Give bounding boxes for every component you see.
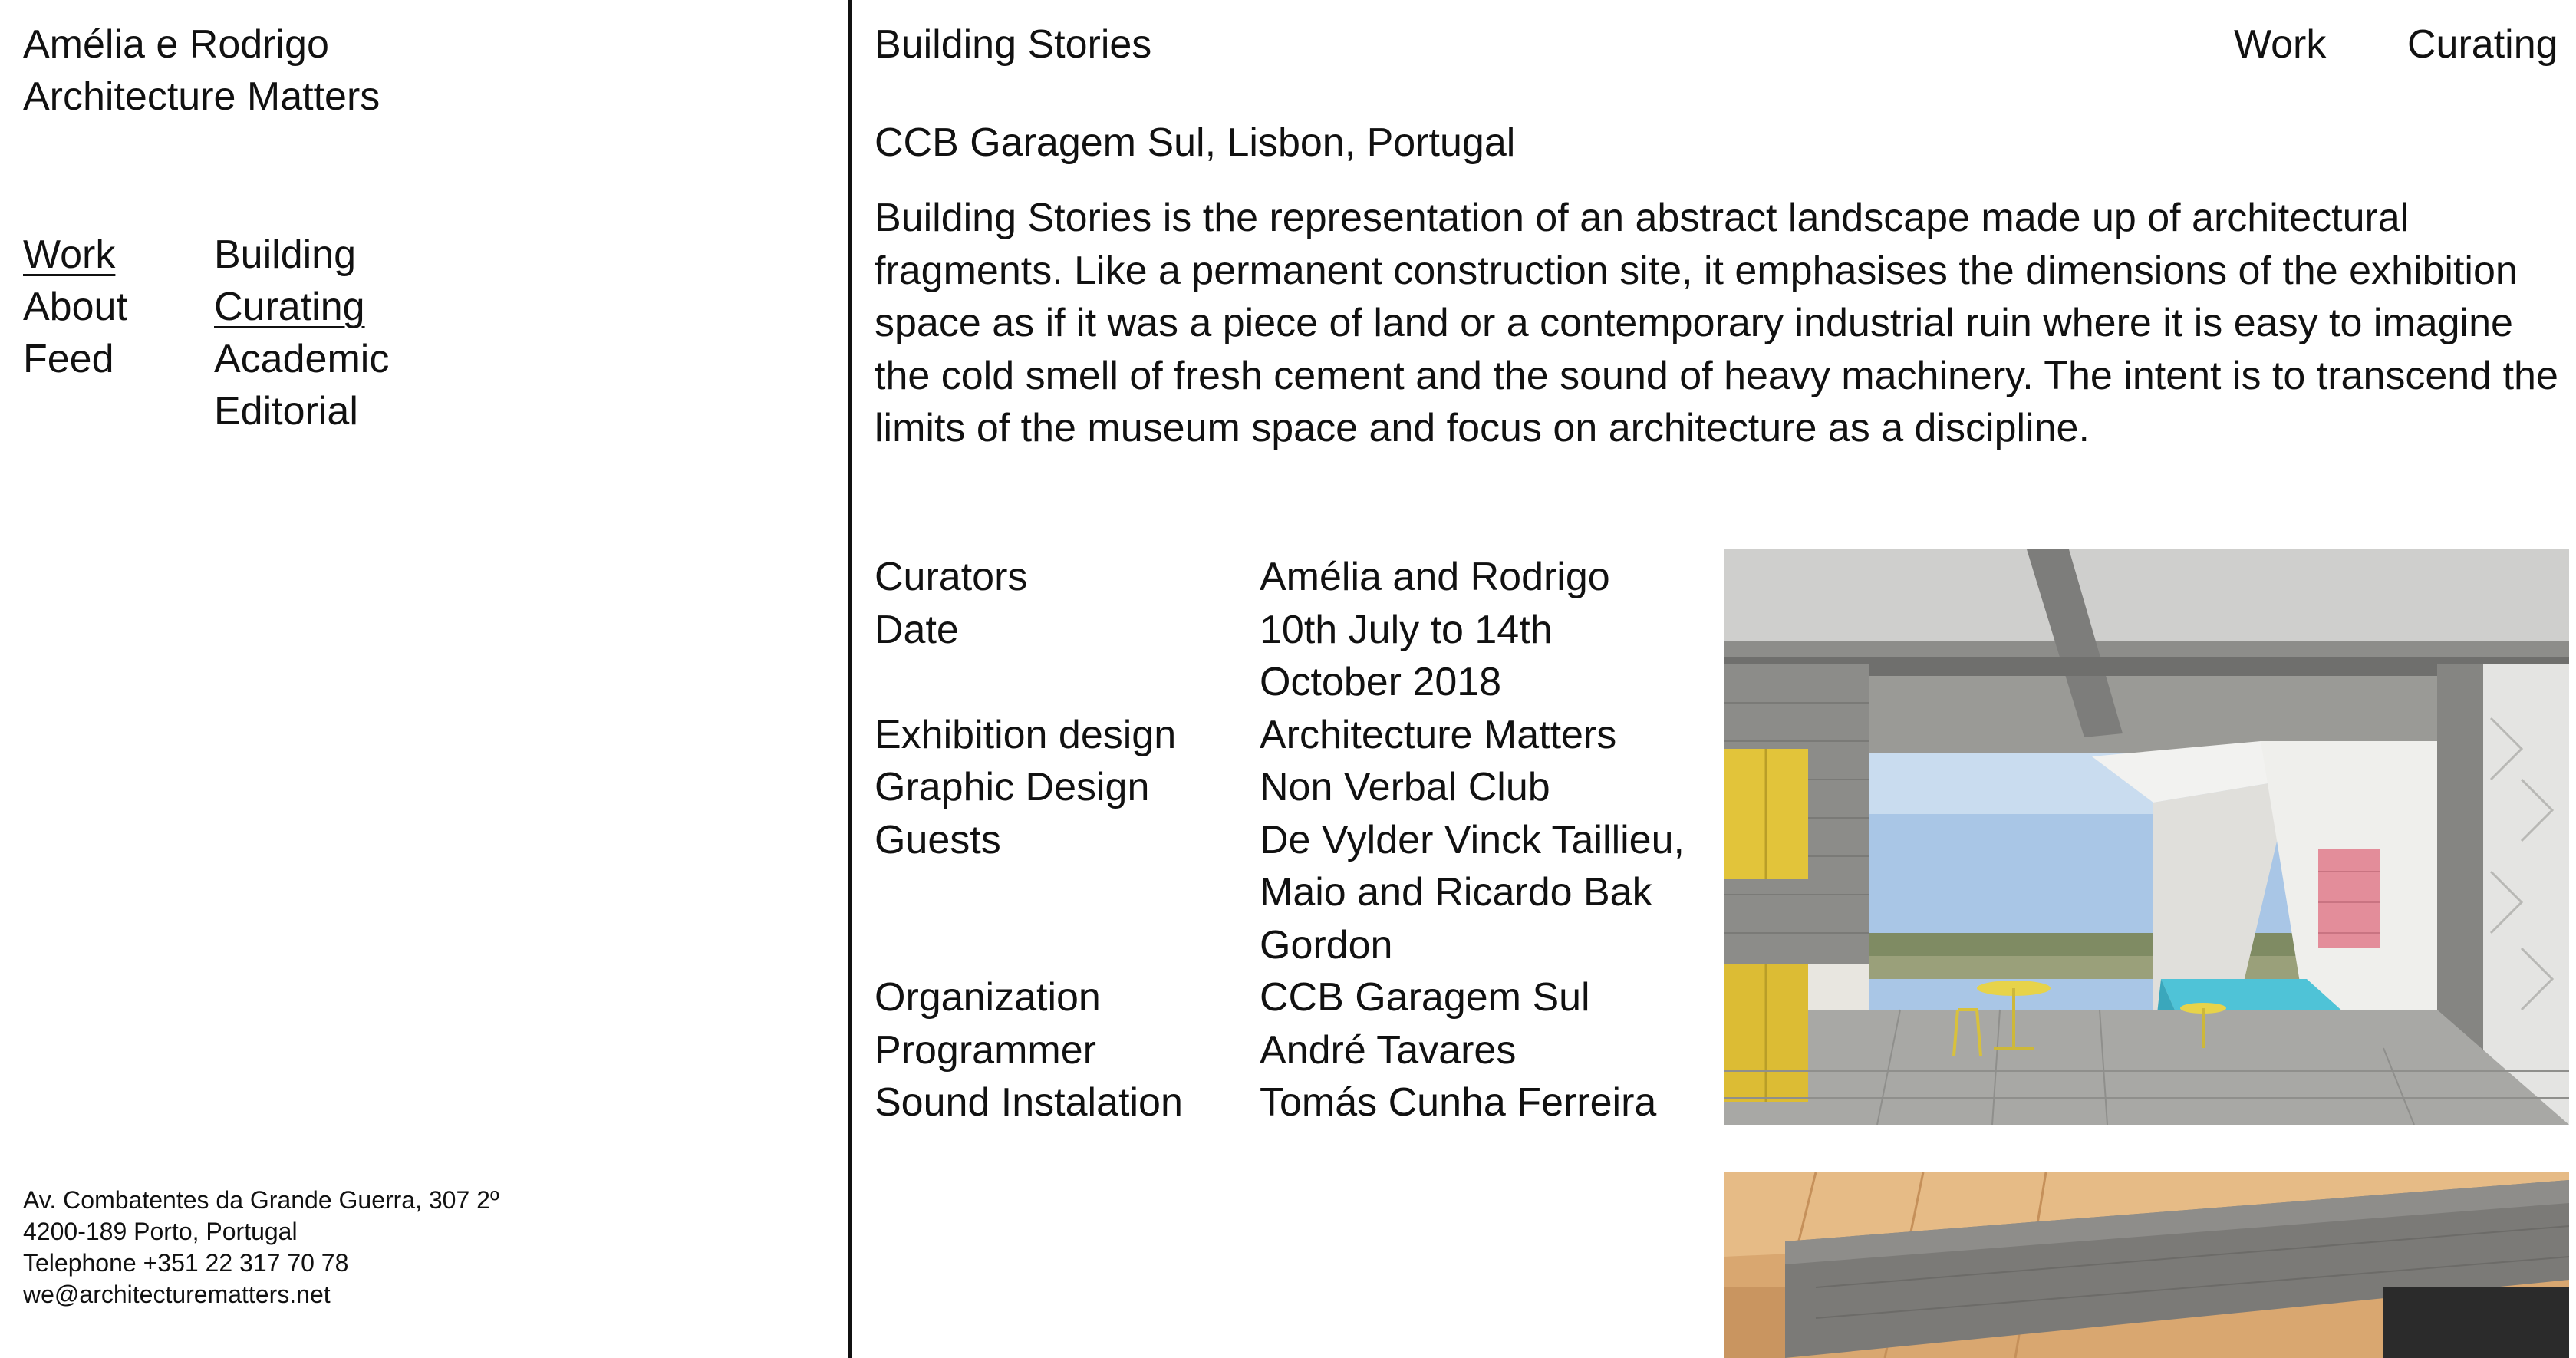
page-title: Building Stories: [875, 22, 1152, 67]
credit-value: De Vylder Vinck Taillieu, Maio and Ricardo Bak Gordon: [1260, 817, 1685, 967]
address-line-1: Av. Combatentes da Grande Guerra, 307 2º: [23, 1186, 499, 1214]
credit-value: 10th July to 14th October 2018: [1260, 607, 1553, 704]
credit-label: Sound Instalation: [875, 1080, 1183, 1125]
credit-label: Date: [875, 607, 959, 652]
credit-row: [875, 1024, 1705, 1077]
credit-row: [875, 709, 1705, 762]
credit-row: [875, 971, 1705, 1024]
primary-nav: [23, 229, 127, 385]
credit-row: [875, 551, 1705, 604]
credit-value: CCB Garagem Sul: [1260, 975, 1590, 1020]
photo-detail-image: [1724, 1172, 2569, 1358]
project-description: Building Stories is the representation of an abstract landscape made up of architectural fragments. Like a permanent construction site, it emphasises the dimensions of the exhibition space as if it was a piece of land or a contemporary industrial ruin where it is easy to imagine the cold smell of fresh cement and the sound of heavy machinery. The intent is to transcend the limits of the museum space and focus on architecture as a discipline.: [875, 196, 2558, 450]
credit-row: [875, 1076, 1705, 1129]
credit-label: Graphic Design: [875, 765, 1150, 809]
project-photo-interior[interactable]: [1724, 549, 2569, 1125]
nav-editorial[interactable]: Editorial: [214, 389, 358, 433]
project-location: CCB Garagem Sul, Lisbon, Portugal: [875, 120, 1516, 165]
credit-label: Guests: [875, 817, 1001, 862]
credit-label: Exhibition design: [875, 712, 1177, 757]
nav-academic[interactable]: Academic: [214, 337, 390, 381]
credits-table: [875, 551, 1705, 1129]
left-panel: [0, 0, 848, 1358]
credit-value: Amélia and Rodrigo: [1260, 555, 1610, 599]
credit-value: André Tavares: [1260, 1027, 1517, 1073]
photo-interior-image: [1724, 549, 2569, 1125]
nav-work[interactable]: Work: [23, 232, 116, 277]
credit-row: [875, 604, 1705, 709]
telephone: Telephone +351 22 317 70 78: [23, 1249, 349, 1277]
credit-row: [875, 814, 1705, 972]
project-photo-detail[interactable]: [1724, 1172, 2569, 1358]
site-brand[interactable]: [23, 18, 380, 123]
breadcrumb-work[interactable]: Work: [2234, 22, 2327, 67]
nav-feed[interactable]: Feed: [23, 337, 114, 381]
credit-value: Architecture Matters: [1260, 712, 1617, 757]
brand-studio[interactable]: Architecture Matters: [23, 74, 380, 119]
contact-info: [23, 1185, 499, 1310]
credit-value: Non Verbal Club: [1260, 765, 1550, 809]
nav-building[interactable]: Building: [214, 232, 357, 277]
brand-name[interactable]: Amélia e Rodrigo: [23, 22, 329, 67]
nav-curating[interactable]: Curating: [214, 285, 365, 329]
credit-label: Organization: [875, 975, 1101, 1020]
credit-value: Tomás Cunha Ferreira: [1260, 1080, 1657, 1125]
email-link[interactable]: we@architecturematters.net: [23, 1281, 331, 1308]
breadcrumb-curating[interactable]: Curating: [2407, 22, 2558, 67]
credit-row: [875, 761, 1705, 814]
address-line-2: 4200-189 Porto, Portugal: [23, 1218, 298, 1245]
nav-about[interactable]: About: [23, 285, 127, 329]
category-nav: [214, 229, 389, 437]
credit-label: Programmer: [875, 1027, 1096, 1073]
credit-label: Curators: [875, 555, 1028, 599]
